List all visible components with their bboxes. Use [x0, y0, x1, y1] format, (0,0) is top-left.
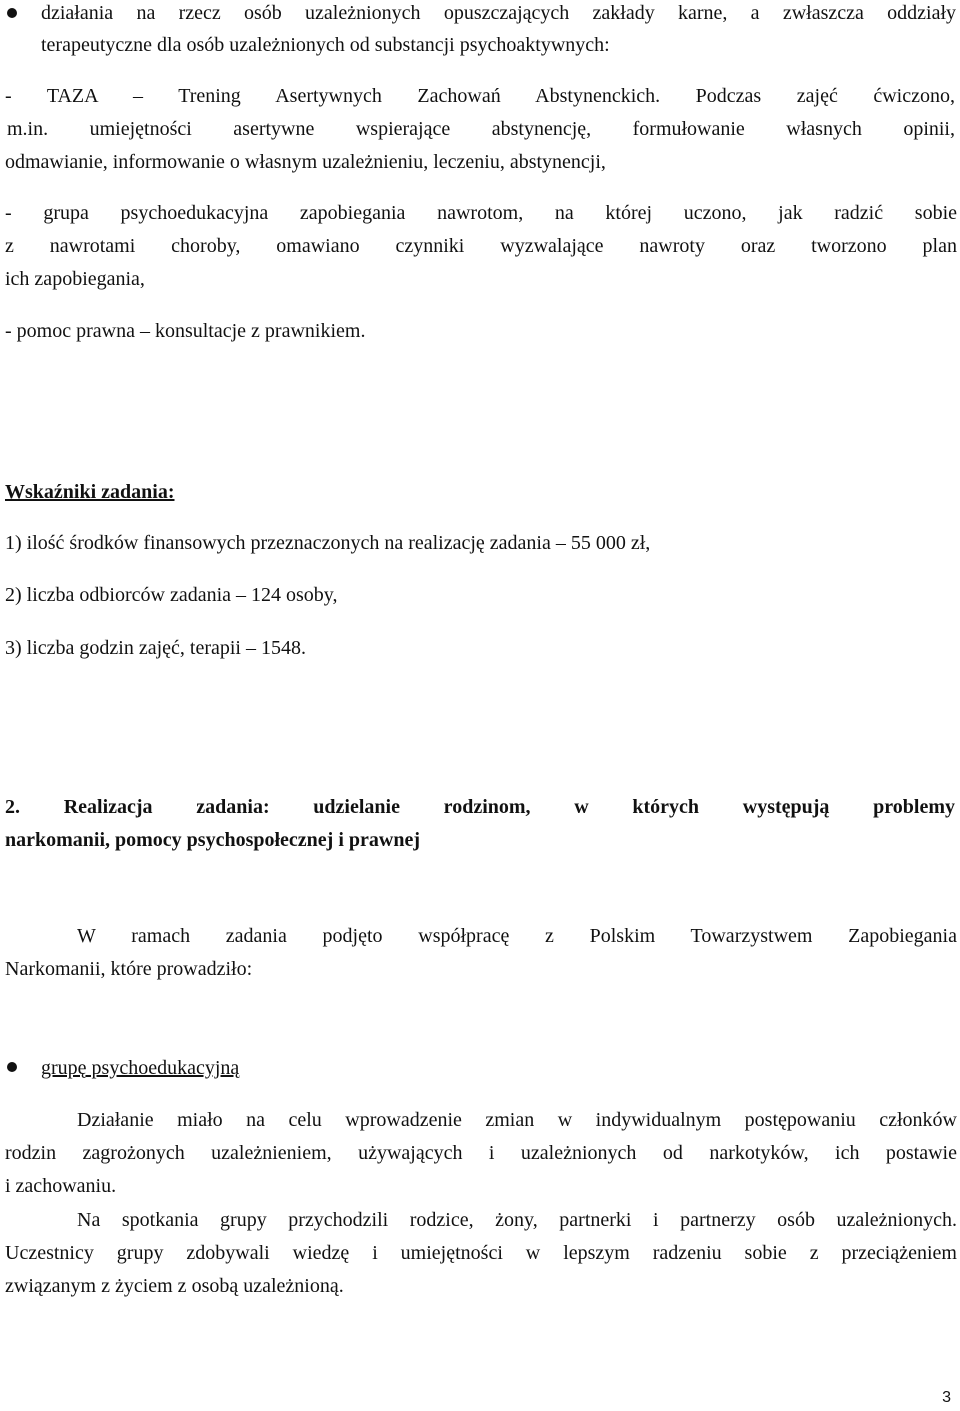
bullet-icon — [7, 1062, 17, 1072]
indicator-item: 1) ilość środków finansowych przeznaczonych na realizację zadania – 55 000 zł, — [5, 532, 651, 554]
section-2-intro: W ramach zadania podjęto współpracę z Polskim Towarzystwem Zapobiegania — [77, 925, 957, 947]
page-number: 3 — [942, 1389, 951, 1406]
section-2-heading: narkomanii, pomocy psychospołecznej i prawnej — [5, 829, 420, 851]
list-item-grupa: ich zapobiegania, — [5, 268, 145, 290]
indicator-item: 3) liczba godzin zajęć, terapii – 1548. — [5, 637, 306, 659]
paragraph-line: i zachowaniu. — [5, 1175, 117, 1197]
bullet-text: grupę psychoedukacyjną — [41, 1057, 240, 1079]
indicator-item: 2) liczba odbiorców zadania – 124 osoby, — [5, 584, 338, 606]
list-item-taza: odmawianie, informowanie o własnym uzależnieniu, leczeniu, abstynencji, — [5, 151, 606, 173]
paragraph-line: Działanie miało na celu wprowadzenie zmian w indywidualnym postępowaniu członków — [77, 1109, 957, 1131]
indicators-heading: Wskaźniki zadania: — [5, 481, 175, 503]
list-item-grupa: z nawrotami choroby, omawiano czynniki wyzwalające nawroty oraz tworzono plan — [5, 235, 957, 257]
list-item-taza: - TAZA – Trening Asertywnych Zachowań Abstynenckich. Podczas zajęć ćwiczono, — [5, 85, 955, 107]
paragraph-line: rodzin zagrożonych uzależnieniem, używających i uzależnionych od narkotyków, ich postawie — [5, 1142, 957, 1164]
bullet-icon — [7, 8, 17, 18]
paragraph-line: Na spotkania grupy przychodzili rodzice, żony, partnerki i partnerzy osób uzależnionych. — [77, 1209, 957, 1231]
list-item-pomoc: - pomoc prawna – konsultacje z prawnikiem. — [5, 320, 366, 342]
section-2-heading: 2. Realizacja zadania: udzielanie rodzinom, w których występują problemy — [5, 796, 955, 818]
section-2-intro: Narkomanii, które prowadziło: — [5, 958, 253, 980]
bullet-text-line: terapeutyczne dla osób uzależnionych od substancji psychoaktywnych: — [41, 34, 610, 56]
bullet-text-line: działania na rzecz osób uzależnionych opuszczających zakłady karne, a zwłaszcza oddziały — [41, 2, 956, 24]
paragraph-line: związanym z życiem z osobą uzależnioną. — [5, 1275, 344, 1297]
list-item-grupa: - grupa psychoedukacyjna zapobiegania nawrotom, na której uczono, jak radzić sobie — [5, 202, 957, 224]
list-item-taza: m.in. umiejętności asertywne wspierające abstynencję, formułowanie własnych opinii, — [7, 118, 955, 140]
paragraph-line: Uczestnicy grupy zdobywali wiedzę i umiejętności w lepszym radzeniu sobie z przeciążeniem — [5, 1242, 957, 1264]
